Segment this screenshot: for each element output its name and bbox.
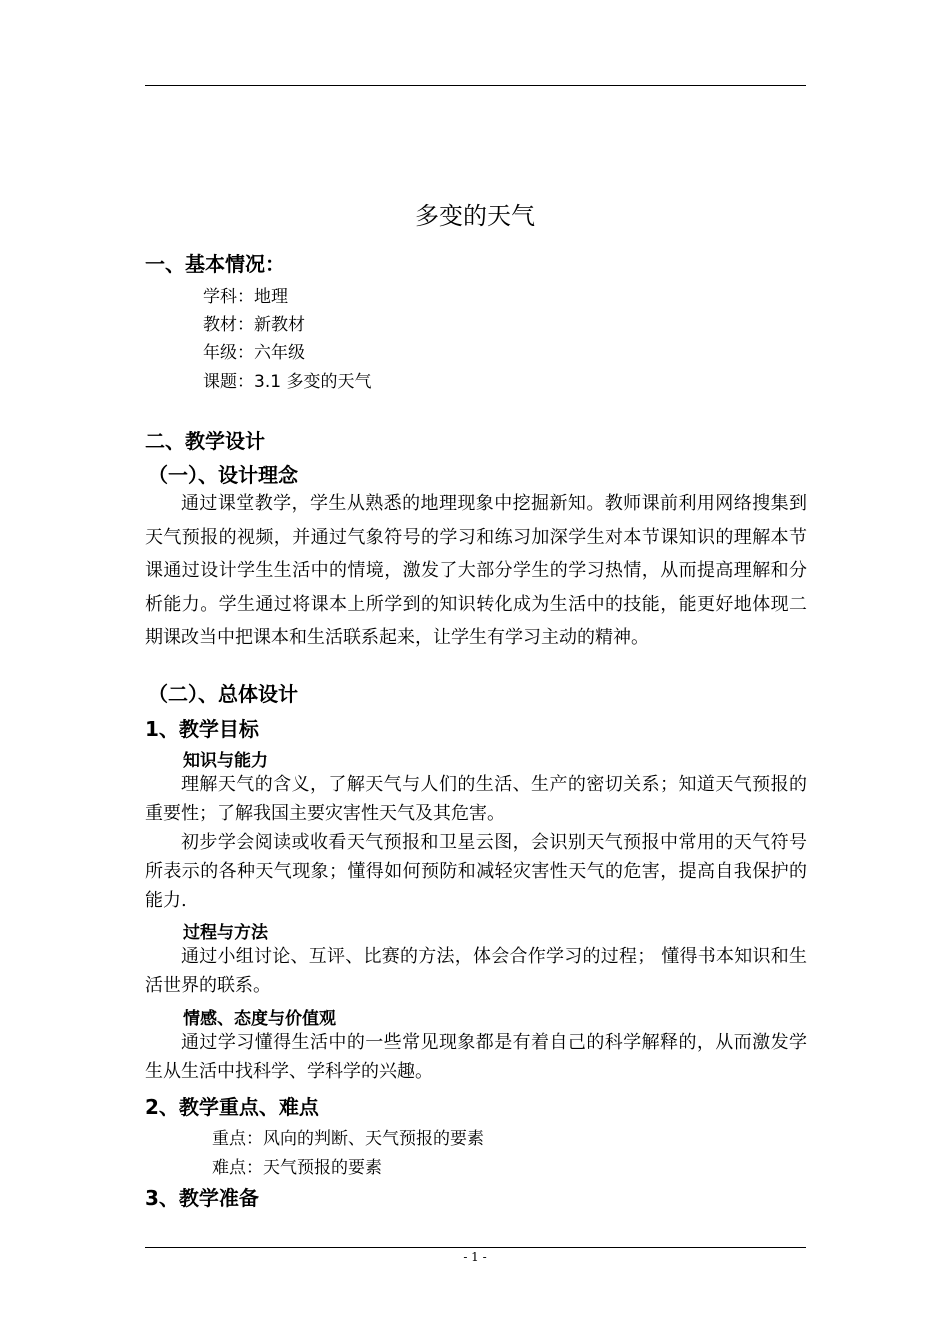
overall-design-heading: （二）、总体设计 bbox=[148, 682, 298, 706]
difficulty-line: 难点：天气预报的要素 bbox=[212, 1158, 382, 1178]
design-concept-heading: （一）、设计理念 bbox=[148, 463, 298, 487]
document-title: 多变的天气 bbox=[415, 202, 535, 230]
section2-heading: 二、教学设计 bbox=[145, 429, 265, 453]
emotion-values-heading: 情感、态度与价值观 bbox=[183, 1009, 336, 1029]
info-grade: 年级：六年级 bbox=[203, 343, 305, 363]
info-subject: 学科：地理 bbox=[203, 287, 288, 307]
knowledge-ability-heading: 知识与能力 bbox=[183, 751, 268, 771]
preparation-heading: 3、教学准备 bbox=[145, 1186, 259, 1210]
knowledge-paragraph-1: 理解天气的含义，了解天气与人们的生活、生产的密切关系；知道天气预报的重要性；了解我国主要灾害性天气及其危害。 bbox=[145, 774, 807, 824]
key-points-heading: 2、教学重点、难点 bbox=[145, 1095, 319, 1119]
process-method-heading: 过程与方法 bbox=[183, 923, 268, 943]
design-concept-paragraph: 通过课堂教学，学生从熟悉的地理现象中挖掘新知。教师课前利用网络搜集到天气预报的视频，并通过气象符号的学习和练习加深学生对本节课知识的理解本节课通过设计学生生活中的情境，激发了大部分学生的学习热情，从而提高理解和分析能力。学生通过将课本上所学到的知识转化成为生活中的技能，能更好地体现二期课改当中把课本和生活联系起来，让学生有学习主动的精神。 bbox=[145, 493, 807, 648]
focus-line: 重点：风向的判断、天气预报的要素 bbox=[212, 1129, 484, 1149]
info-lesson: 课题：3.1 多变的天气 bbox=[203, 372, 372, 392]
page-number: - 1 - bbox=[463, 1250, 487, 1264]
footer-rule bbox=[145, 1247, 806, 1248]
knowledge-paragraph-2: 初步学会阅读或收看天气预报和卫星云图，会识别天气预报中常用的天气符号所表示的各种天气现象；懂得如何预防和减轻灾害性天气的危害，提高自我保护的能力. bbox=[145, 832, 807, 911]
process-paragraph: 通过小组讨论、互评、比赛的方法，体会合作学习的过程； 懂得书本知识和生活世界的联系。 bbox=[145, 946, 807, 996]
emotion-paragraph: 通过学习懂得生活中的一些常见现象都是有着自己的科学解释的，从而激发学生从生活中找科学、学科学的兴趣。 bbox=[145, 1032, 807, 1082]
header-rule bbox=[145, 85, 806, 86]
section1-heading: 一、基本情况： bbox=[145, 252, 285, 276]
teaching-goals-heading: 1、教学目标 bbox=[145, 717, 259, 741]
info-textbook: 教材：新教材 bbox=[203, 315, 305, 335]
